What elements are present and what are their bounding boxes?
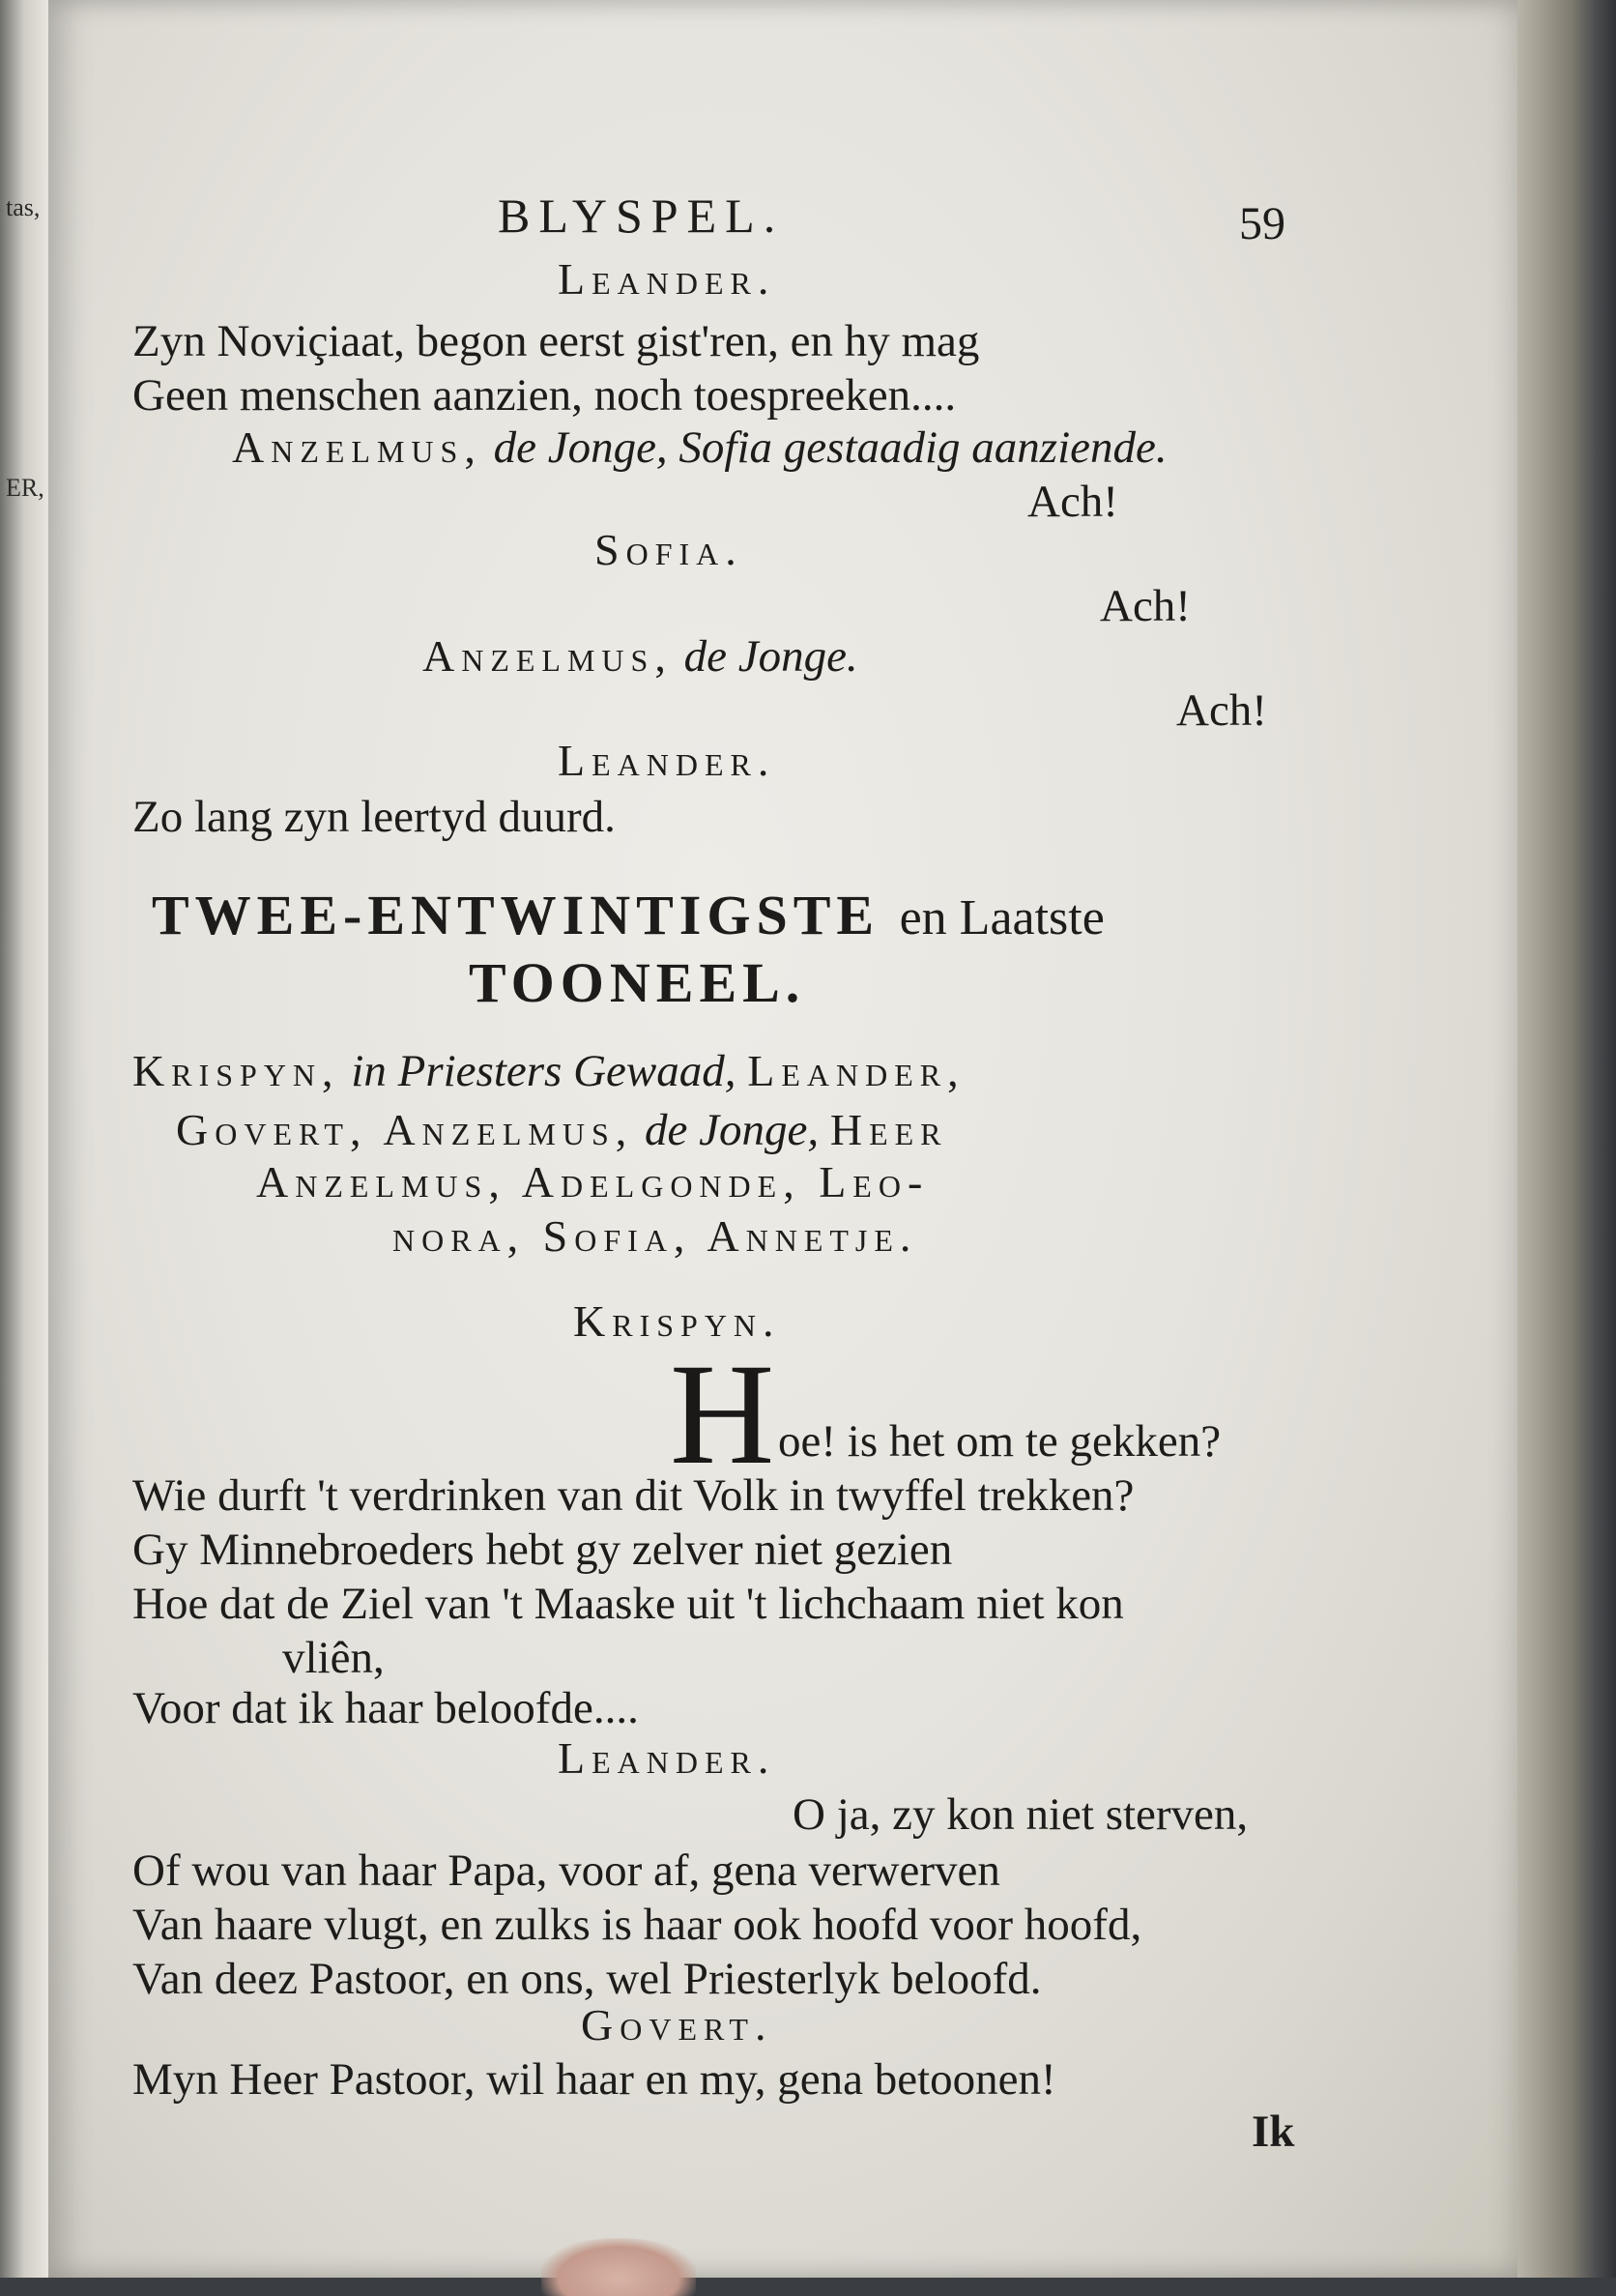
scene-title: TWEE-ENTWINTIGSTE	[152, 884, 880, 946]
scene-title-suffix: en Laatste	[899, 890, 1105, 945]
speaker-name: Krispyn.	[573, 1296, 781, 1346]
cast-name: Krispyn,	[132, 1046, 340, 1095]
speaker-name: Leander.	[558, 254, 776, 304]
cast-name: Heer	[829, 1105, 948, 1154]
cast-name: Govert, Anzelmus,	[176, 1105, 634, 1154]
cast-list-line	[176, 1105, 948, 1155]
verse-line: Gy Minnebroeders hebt gy zelver niet gezien	[132, 1525, 953, 1575]
verse-line: Zo lang zyn leertyd duurd.	[132, 792, 616, 842]
verse-line: O ja, zy kon niet sterven,	[793, 1789, 1249, 1840]
catchword: Ik	[1252, 2107, 1295, 2157]
stage-direction: de Jonge, Sofia gestaadig aanziende.	[493, 422, 1168, 473]
prev-page-fragment: tas,	[6, 193, 41, 221]
verse-line: Geen menschen aanzien, noch toespreeken....	[132, 370, 957, 421]
scene-heading-line-1	[152, 884, 1105, 946]
stage-direction-line	[422, 631, 858, 682]
page-number: 59	[1239, 198, 1285, 249]
cast-name: Leander,	[747, 1046, 966, 1095]
cast-note: de Jonge,	[645, 1105, 820, 1155]
cast-note: in Priesters Gewaad,	[351, 1046, 736, 1096]
verse-line: oe! is het om te gekken?	[778, 1416, 1222, 1467]
speaker-name: Sofia.	[594, 525, 743, 574]
cast-list-line: Anzelmus, Adelgonde, Leo-	[256, 1157, 930, 1206]
verse-line: Wie durft 't verdrinken van dit Volk in twyffel trekken?	[132, 1470, 1135, 1521]
verse-line: vliên,	[282, 1633, 385, 1683]
verse-line: Myn Heer Pastoor, wil haar en my, gena betoonen!	[132, 2054, 1056, 2105]
verse-line: Ach!	[1176, 685, 1267, 736]
cast-list-line: nora, Sofia, Annetje.	[392, 1211, 918, 1261]
speaker-name: Anzelmus,	[422, 631, 673, 681]
verse-line: Of wou van haar Papa, voor af, gena verwerven	[132, 1846, 1000, 1896]
speaker-name: Anzelmus,	[232, 422, 482, 472]
book-page	[48, 0, 1517, 2278]
cast-list-line	[132, 1046, 966, 1096]
speaker-name: Leander.	[558, 1733, 776, 1783]
verse-line: Van haare vlugt, en zulks is haar ook hoofd voor hoofd,	[132, 1900, 1142, 1950]
stage-direction-line	[232, 422, 1168, 473]
thumb	[541, 2238, 696, 2296]
scene-heading-line-2: TOONEEL.	[469, 951, 806, 1014]
speaker-name: Govert.	[581, 2000, 773, 2049]
stage-direction: de Jonge.	[683, 631, 858, 682]
verse-line: Zyn Noviçiaat, begon eerst gist'ren, en hy mag	[132, 316, 980, 366]
drop-capital: H	[670, 1334, 775, 1495]
speaker-name: Leander.	[558, 736, 776, 785]
page-block-edges	[1517, 0, 1616, 2278]
prev-page-fragment: ER,	[6, 474, 44, 502]
verse-line: Voor dat ik haar beloofde....	[132, 1683, 639, 1733]
verse-line: Van deez Pastoor, en ons, wel Priesterlyk beloofd.	[132, 1954, 1042, 2004]
verse-line: Hoe dat de Ziel van 't Maaske uit 't lichchaam niet kon	[132, 1579, 1124, 1629]
running-title: BLYSPEL.	[498, 189, 785, 243]
verse-line: Ach!	[1027, 477, 1118, 527]
verse-line: Ach!	[1100, 581, 1191, 631]
